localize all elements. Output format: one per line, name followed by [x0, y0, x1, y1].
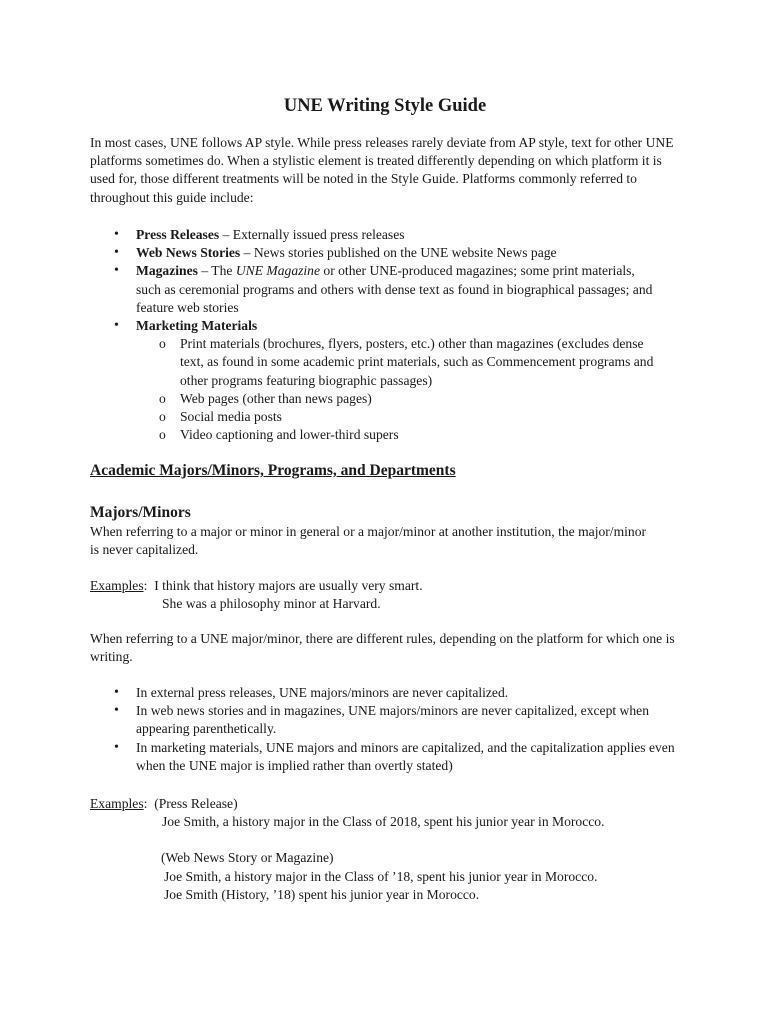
- platform-desc-italic: UNE Magazine: [235, 263, 321, 279]
- platform-term: Press Releases: [136, 227, 220, 242]
- list-item: [90, 317, 690, 444]
- platform-term: Magazines: [136, 263, 198, 279]
- platform-desc: – The: [197, 263, 236, 279]
- list-item: [90, 244, 690, 262]
- platform-desc: or other UNE-produced magazines; some print materials, such as ceremonial programs and others with dense text as found in biographical passages; and feature web stories: [136, 263, 653, 315]
- example-platform-label: (Press Release): [154, 796, 238, 811]
- subheading: Majors/Minors: [90, 504, 191, 521]
- list-item: • In web news stories and in magazines, UNE majors/minors are never capitalized, except when appearing parenthetically.: [90, 702, 680, 738]
- marketing-sublist: [136, 335, 690, 444]
- example-line: Joe Smith, a history major in the Class of 2018, spent his junior year in Morocco.: [162, 814, 605, 830]
- list-item: [90, 262, 656, 317]
- sub-list-item: o Print materials (brochures, flyers, posters, etc.) other than magazines (excludes dense text, as found in some academic print materials, such as Commencement programs and other programs featuring biographic passages): [136, 335, 666, 390]
- platform-desc: – News stories published on the UNE website News page: [240, 245, 557, 261]
- examples-block: [90, 577, 690, 613]
- intro-paragraph: In most cases, UNE follows AP style. While press releases rarely deviate from AP style, text for other UNE platforms sometimes do. When a stylistic element is treated differently depending on which platform it is used for, those different treatments will be noted in the Style Guide. Platforms commonly referred to throughout this guide include:: [90, 135, 674, 205]
- list-item: • In marketing materials, UNE majors and minors are capitalized, and the capitalization applies even when the UNE major is implied rather than overtly stated): [90, 739, 676, 775]
- sub-list-item: o Web pages (other than news pages): [136, 390, 690, 408]
- examples-colon: :: [143, 578, 148, 593]
- platform-term: Web News Stories: [136, 245, 241, 261]
- list-item: [90, 226, 690, 244]
- examples-label: Examples: [90, 578, 144, 593]
- platforms-list: [90, 226, 690, 444]
- paragraph: When referring to a UNE major/minor, there are different rules, depending on the platform for which one is writing.: [90, 631, 675, 665]
- document-title: UNE Writing Style Guide: [283, 96, 487, 116]
- paragraph: When referring to a major or minor in general or a major/minor at another institution, the major/minor is never capitalized.: [90, 524, 647, 558]
- sub-list-item: o Social media posts: [136, 408, 690, 426]
- list-item: • In external press releases, UNE majors/minors are never capitalized.: [90, 684, 690, 702]
- example-line: Joe Smith, a history major in the Class of ’18, spent his junior year in Morocco.: [164, 868, 598, 884]
- examples-label: Examples: [90, 796, 144, 811]
- platform-term: Marketing Materials: [136, 318, 258, 334]
- rules-list: [90, 684, 690, 775]
- example-line: Joe Smith (History, ’18) spent his junior year in Morocco.: [164, 886, 480, 902]
- section-heading: Academic Majors/Minors, Programs, and Departments: [90, 462, 456, 479]
- sub-list-item: o Video captioning and lower-third supers: [136, 426, 690, 444]
- example-platform-label: (Web News Story or Magazine): [161, 850, 334, 866]
- examples-colon: :: [143, 796, 148, 811]
- example-line: I think that history majors are usually very smart.: [154, 578, 423, 593]
- examples-block: [90, 795, 690, 904]
- platform-desc: – Externally issued press releases: [219, 227, 405, 242]
- example-line: She was a philosophy minor at Harvard.: [162, 596, 381, 612]
